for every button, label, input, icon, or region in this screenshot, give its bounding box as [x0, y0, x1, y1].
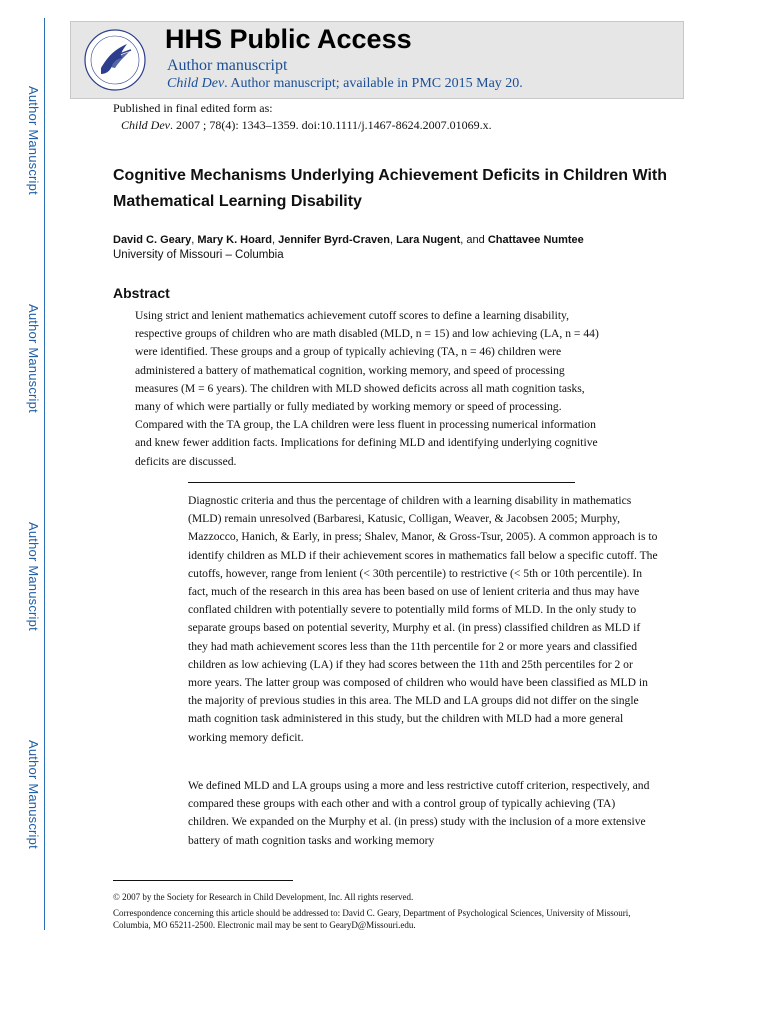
author-manuscript-label: Author manuscript [167, 57, 288, 74]
footnote-rule [113, 880, 293, 881]
margin-label-2: Author Manuscript [26, 304, 41, 413]
published-label: Published in final edited form as: [113, 101, 273, 115]
author-list: David C. Geary, Mary K. Hoard, Jennifer Byrd-Craven, Lara Nugent, and Chattavee Numtee [113, 234, 584, 246]
abstract-heading: Abstract [113, 285, 170, 301]
pmc-citation: Child Dev. Author manuscript; available in PMC 2015 May 20. [167, 76, 523, 91]
body-paragraph-1: Diagnostic criteria and thus the percentage of children with a learning disability in mathematics (MLD) remain unresolved (Barbaresi, Katusic, Colligan, Weaver, & Jacobsen 2005; Murphy, Mazzocco, Hanich, & Early, in press; Shalev, Manor, & Gross-Tsur, 2005). A common approach is to identify children as MLD if their achievement scores in mathematics fall below a specific cutoff. The cutoffs, however, range from lenient (< 30th percentile) to restrictive (< 5th or 10th percentile). In fact, much of the research in this area has been based on use of lenient criteria and thus may have conflated children with potentially severe to potentially mild forms of MLD. In the only study to separate groups based on potential severity, Murphy et al. (in press) classified children as MLD if they had math achievement scores less than the 11th percentile for 2 or more years and classified children as low achieving (LA) if they had scores between the 11th and 25th percentiles for 2 or more years. The latter group was composed of children who would have been classified as MLD in the majority of previous studies in this area. The MLD and LA groups did not differ on the single math cognition task administered in this study, but the children with MLD had a more general working memory deficit. [188, 494, 658, 744]
abstract-text: Using strict and lenient mathematics achievement cutoff scores to define a learning disability, respective groups of children who are math disabled (MLD, n = 15) and low achieving (LA, n = 44) were identified. These groups and a group of typically achieving (TA, n = 46) children were administered a battery of mathematical cognition, working memory, and speed of processing measures (M = 6 years). The children with MLD showed deficits across all math cognition tasks, many of which were partially or fully mediated by working memory or speed of processing. Compared with the TA group, the LA children were less fluent in processing numerical information and knew fewer addition facts. Implications for defining MLD and identifying underlying cognitive deficits are discussed. [135, 309, 599, 468]
hhs-eagle-logo-icon [83, 28, 147, 92]
hhs-title: HHS Public Access [165, 24, 412, 54]
affiliation: University of Missouri – Columbia [113, 249, 284, 261]
hhs-header [70, 21, 684, 99]
published-info [113, 100, 492, 134]
correspondence-footnote: Correspondence concerning this article should be addressed to: David C. Geary, Department of Psychological Sciences, University of Missouri, Columbia, MO 65211-2500. Electronic mail may be sent to GearyD@Missouri.edu. [113, 908, 631, 930]
body-paragraph-2: We defined MLD and LA groups using a more and less restrictive cutoff criterion, respectively, and compared these groups with each other and with a control group of typically achieving (TA) children. We expanded on the Murphy et al. (in press) study with the inclusion of a more extensive battery of math cognition tasks and working memory [188, 779, 650, 847]
margin-label-3: Author Manuscript [26, 522, 41, 631]
margin-label-1: Author Manuscript [26, 86, 41, 195]
author: Chattavee Numtee [487, 234, 584, 246]
author: Mary K. Hoard [197, 234, 272, 246]
author: David C. Geary [113, 234, 192, 246]
copyright-footnote: © 2007 by the Society for Research in Child Development, Inc. All rights reserved. [113, 892, 414, 902]
author: Jennifer Byrd-Craven [278, 234, 390, 246]
article-title: Cognitive Mechanisms Underlying Achievement Deficits in Children With Mathematical Learning Disability [113, 167, 668, 210]
margin-label-4: Author Manuscript [26, 740, 41, 849]
published-citation: Child Dev. 2007 ; 78(4): 1343–1359. doi:10.1111/j.1467-8624.2007.01069.x. [121, 118, 492, 132]
author: Lara Nugent [396, 234, 461, 246]
section-divider [188, 482, 575, 483]
